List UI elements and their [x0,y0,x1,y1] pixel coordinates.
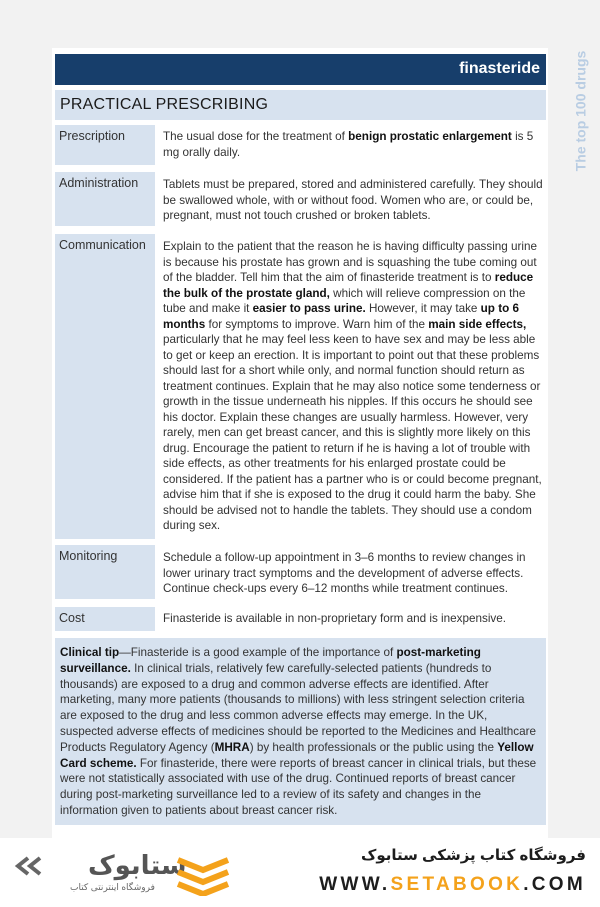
text-run: particularly that he may feel less keen to have sex and may be less able to get or keep an erection. It is important to point out that these problems should last for a short while only, and normal function should return as treatment continues. Explain that he may also notice some tenderness or growth in the tissue underneath his nipples. If this occurs he should see his doctor. Explain these changes are usually harmless. However, very rarely, men can get breast cancer, and this is slightly more likely on this drug. Encourage the patient to return if he is having a lot of trouble with side effects, as other treatments for his enlarged prostate could be considered. If the patient has a partner who is or could become pregnant, advise him that if she is exposed to the drug it could harm the baby. She should be advised not to handle the tablets. They should use a condom during sex. [163,333,542,532]
prescription-label-box [55,125,155,165]
clinical-tip-text [60,645,540,819]
bold-run: up to 6 months [163,302,519,331]
communication-label-box [55,234,155,539]
text-run: Explain to the patient that the reason he is having difficulty passing urine is because his prostate has grown and is squashing the tube coming out of the bladder. Tell him that the aim of finasteride treatment is to [163,240,538,284]
monitoring-text: Schedule a follow-up appointment in 3–6 months to review changes in lower urinary tract symptoms and the development of adverse effects. Continue check-ups every 6–12 months while treatment continues. [163,551,526,595]
url-suffix: .COM [523,874,586,895]
text-run: which will relieve compression on the tube and make it [163,286,526,315]
administration-label-box [55,172,155,226]
communication-text [163,239,543,534]
footer-banner [0,838,600,907]
bold-run: benign prostatic enlargement [348,130,512,143]
bold-run: MHRA [214,740,250,754]
drug-header-bar [55,54,546,85]
text-run: The usual dose for the treatment of [163,130,349,143]
bold-run: Yellow Card scheme. [60,740,534,770]
administration-text: Tablets must be prepared, stored and administered carefully. They should be swallowed whole, with or without food. Women who are, or could be, pregnant, must not touch crushed or broken tablets. [163,178,543,222]
prescription-text [163,129,543,160]
logo-sub-text: فروشگاه اینترنتی کتاب [70,882,155,892]
monitoring-label-box [55,545,155,599]
clinical-tip-box [55,638,546,825]
drug-title: finasteride [459,60,540,77]
bold-run: reduce the bulk of the prostate gland, [163,271,534,300]
bold-run: post-marketing surveillance. [60,646,481,675]
text-run: ) by health professionals or the public using the [249,740,498,754]
store-name: فروشگاه کتاب پزشکی ستابوک [360,847,586,864]
store-url [319,874,586,896]
cost-text: Finasteride is available in non-proprietary form and is inexpensive. [163,612,507,625]
chevron-logo-icon [14,852,60,896]
text-run: In clinical trials, relatively few carefully-selected patients (hundreds to thousands) are exposed to a drug and common adverse effects are identified. After marketing, many more patients (thousands to millions) with less stringent selection criteria are exposed to the drug and less common adverse effects may emerge. In the UK, suspected adverse effects of medicines should be reported to the Medicines and Healthcare Products Regulatory Agency ( [60,661,537,754]
url-prefix: WWW. [319,874,391,895]
communication-label: Communication [59,238,146,252]
bold-run: easier to pass urine. [252,302,366,315]
text-run: However, it may take [365,302,481,315]
administration-label: Administration [59,176,139,190]
section-heading [55,90,546,120]
prescription-label: Prescription [59,129,125,143]
text-run: —Finasteride is a good example of the importance of [119,646,397,659]
cost-label: Cost [59,611,85,625]
side-tab-text: The top 100 drugs [572,50,589,172]
logo-brand-text: ستابوک [88,850,187,880]
text-run: For finasteride, there were reports of breast cancer in clinical trials, but these were not statistically associated with use of the drug. Continued reports of breast cancer during post-marketing surveillance led to a review of its safety and changes in the information given to patients about breast cancer risk. [60,756,537,817]
text-run: for symptoms to improve. Warn him of the [205,317,429,331]
bold-run: Clinical tip [60,646,120,659]
section-title: PRACTICAL PRESCRIBING [60,96,269,113]
setabook-logo [14,848,234,898]
book-stack-icon [174,850,232,896]
url-brand: SETABOOK [390,874,524,895]
bold-run: main side effects, [428,317,527,331]
monitoring-label: Monitoring [59,549,118,563]
text-run: is 5 mg orally daily. [163,130,534,159]
side-tab-label [572,48,588,174]
cost-label-box [55,607,155,631]
